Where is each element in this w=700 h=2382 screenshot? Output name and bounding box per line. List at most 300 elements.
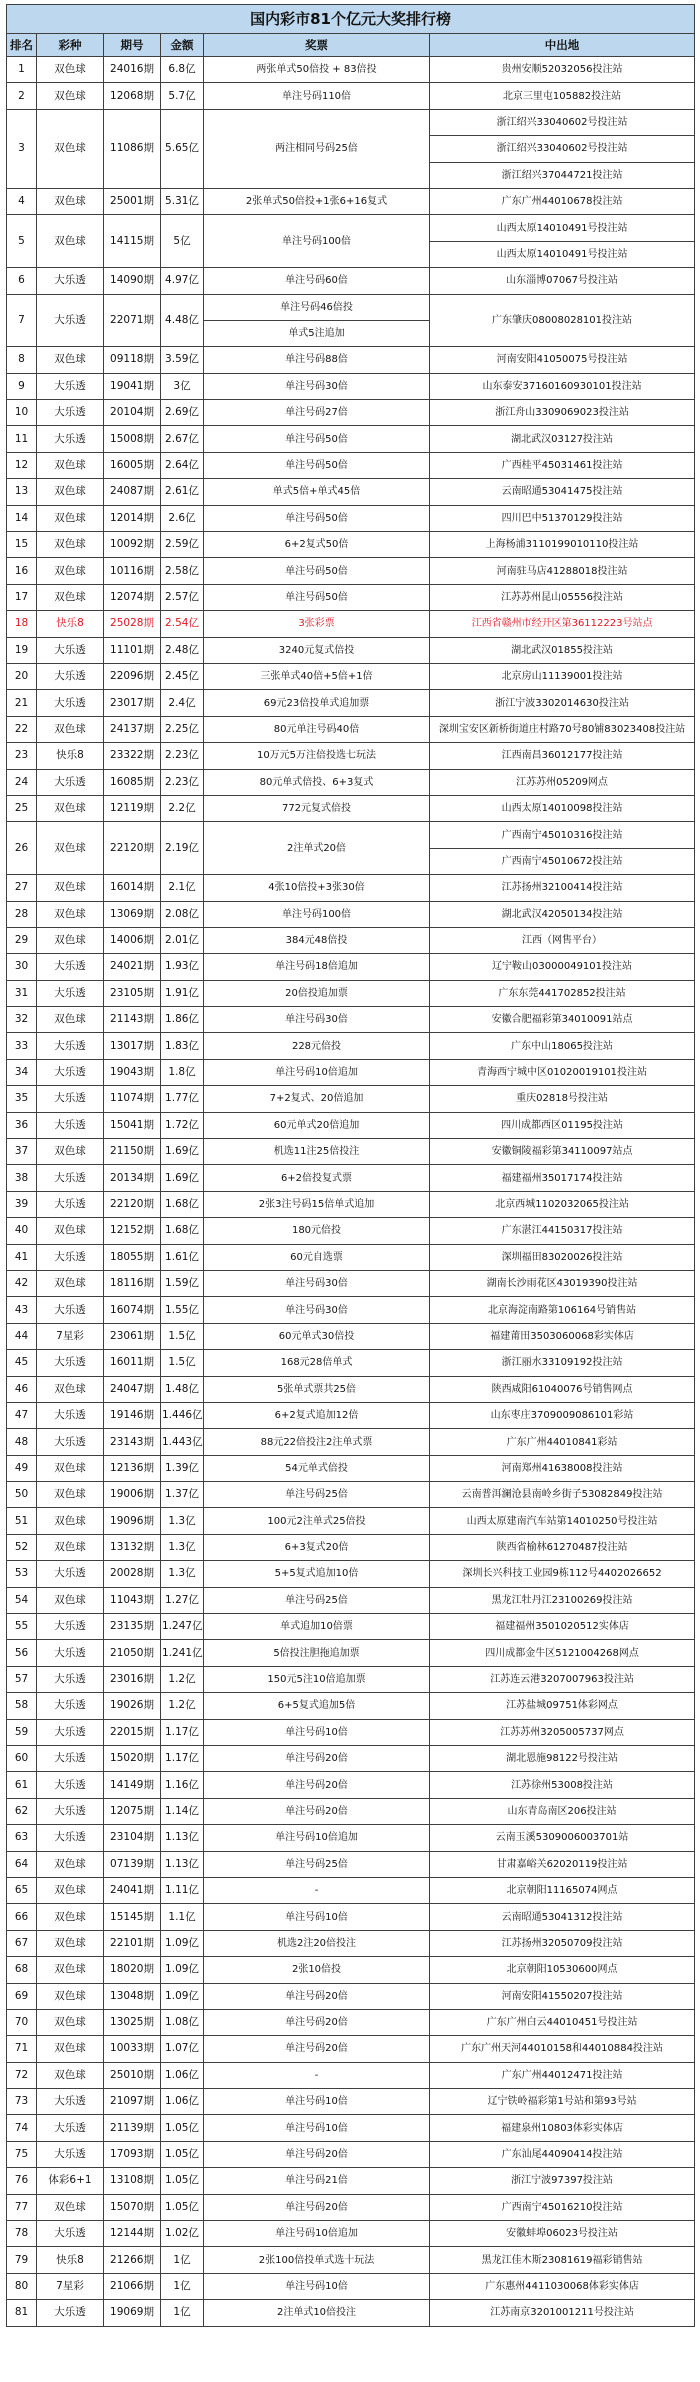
table-row — [7, 294, 695, 320]
issue-cell: 16014期 — [104, 875, 161, 901]
rank-cell: 42 — [7, 1270, 37, 1296]
rank-cell: 13 — [7, 479, 37, 505]
game-cell: 双色球 — [37, 1877, 104, 1903]
issue-cell: 13108期 — [104, 2168, 161, 2194]
table-row — [7, 716, 695, 742]
location-cell: 福建福州35017174投注站 — [430, 1165, 695, 1191]
table-row — [7, 690, 695, 716]
location-cell: 江苏扬州32100414投注站 — [430, 875, 695, 901]
amount-cell: 1.5亿 — [161, 1323, 204, 1349]
game-cell: 双色球 — [37, 927, 104, 953]
amount-cell: 1.83亿 — [161, 1033, 204, 1059]
rank-cell: 23 — [7, 743, 37, 769]
ticket-cell: 80元单注号码40倍 — [204, 716, 430, 742]
table-row — [7, 83, 695, 109]
table-row — [7, 954, 695, 980]
issue-cell: 23143期 — [104, 1429, 161, 1455]
issue-cell: 12075期 — [104, 1798, 161, 1824]
ticket-cell: 单注号码20倍 — [204, 2036, 430, 2062]
ticket-cell: 单注号码88倍 — [204, 347, 430, 373]
ranking-table — [6, 4, 695, 2327]
ticket-cell: 384元48倍投 — [204, 927, 430, 953]
location-cell: 浙江宁波3302014630投注站 — [430, 690, 695, 716]
amount-cell: 1.05亿 — [161, 2141, 204, 2167]
table-row — [7, 1297, 695, 1323]
issue-cell: 25028期 — [104, 611, 161, 637]
location-cell: 江苏苏州昆山05556投注站 — [430, 584, 695, 610]
game-cell: 7星彩 — [37, 2273, 104, 2299]
ticket-cell: 4张10倍投+3张30倍 — [204, 875, 430, 901]
issue-cell: 14149期 — [104, 1772, 161, 1798]
amount-cell: 2.25亿 — [161, 716, 204, 742]
location-cell: 北京海淀南路第106164号销售站 — [430, 1297, 695, 1323]
rank-cell: 68 — [7, 1957, 37, 1983]
rank-cell: 38 — [7, 1165, 37, 1191]
amount-cell: 5亿 — [161, 215, 204, 268]
table-row — [7, 452, 695, 478]
location-cell: 广东广州44010841彩站 — [430, 1429, 695, 1455]
rank-cell: 63 — [7, 1825, 37, 1851]
ticket-cell: 2注单式10倍投注 — [204, 2300, 430, 2326]
issue-cell: 21150期 — [104, 1139, 161, 1165]
rank-cell: 65 — [7, 1877, 37, 1903]
location-cell: 深圳宝安区新桥街道庄村路70号80铺83023408投注站 — [430, 716, 695, 742]
rank-cell: 35 — [7, 1086, 37, 1112]
rank-cell: 34 — [7, 1059, 37, 1085]
ticket-cell: 单式追加10倍票 — [204, 1614, 430, 1640]
rank-cell: 41 — [7, 1244, 37, 1270]
location-cell: 河南安阳41050075号投注站 — [430, 347, 695, 373]
table-row — [7, 1798, 695, 1824]
rank-cell: 5 — [7, 215, 37, 268]
location-cell: 山东枣庄3709009086101彩站 — [430, 1402, 695, 1428]
ticket-cell: 单注号码21倍 — [204, 2168, 430, 2194]
rank-cell: 59 — [7, 1719, 37, 1745]
ticket-cell: 5倍投注胆拖追加票 — [204, 1640, 430, 1666]
location-cell: 北京三里屯105882投注站 — [430, 83, 695, 109]
table-row — [7, 2062, 695, 2088]
rank-cell: 39 — [7, 1191, 37, 1217]
issue-cell: 14090期 — [104, 268, 161, 294]
ticket-cell: 60元单式30倍投 — [204, 1323, 430, 1349]
location-cell: 北京朝阳10530600网点 — [430, 1957, 695, 1983]
rank-cell: 40 — [7, 1218, 37, 1244]
ticket-cell: 6+5复式追加5倍 — [204, 1693, 430, 1719]
rank-cell: 69 — [7, 1983, 37, 2009]
issue-cell: 12074期 — [104, 584, 161, 610]
game-cell: 大乐透 — [37, 637, 104, 663]
issue-cell: 12152期 — [104, 1218, 161, 1244]
table-row — [7, 1719, 695, 1745]
rank-cell: 25 — [7, 795, 37, 821]
amount-cell: 2.01亿 — [161, 927, 204, 953]
location-cell: 浙江绍兴33040602号投注站 — [430, 136, 695, 162]
rank-cell: 51 — [7, 1508, 37, 1534]
location-cell: 甘肃嘉峪关62020119投注站 — [430, 1851, 695, 1877]
location-cell: 江苏徐州53008投注站 — [430, 1772, 695, 1798]
ticket-cell: 单注号码10倍 — [204, 2115, 430, 2141]
table-row — [7, 611, 695, 637]
table-row — [7, 1640, 695, 1666]
game-cell: 大乐透 — [37, 1825, 104, 1851]
amount-cell: 1.8亿 — [161, 1059, 204, 1085]
issue-cell: 13017期 — [104, 1033, 161, 1059]
table-row — [7, 901, 695, 927]
table-row — [7, 505, 695, 531]
location-cell: 四川成都金牛区5121004268网点 — [430, 1640, 695, 1666]
table-row — [7, 400, 695, 426]
amount-cell: 1.247亿 — [161, 1614, 204, 1640]
location-cell: 山西太原14010098投注站 — [430, 795, 695, 821]
issue-cell: 15145期 — [104, 1904, 161, 1930]
game-cell: 双色球 — [37, 1904, 104, 1930]
location-cell: 黑龙江佳木斯23081619福彩销售站 — [430, 2247, 695, 2273]
ticket-cell: 单注号码20倍 — [204, 2141, 430, 2167]
rank-cell: 70 — [7, 2009, 37, 2035]
ticket-cell: 单注号码100倍 — [204, 901, 430, 927]
ticket-cell: 单注号码20倍 — [204, 1746, 430, 1772]
ticket-cell: 168元28倍单式 — [204, 1350, 430, 1376]
amount-cell: 2.4亿 — [161, 690, 204, 716]
location-cell: 山东淄博07067号投注站 — [430, 268, 695, 294]
amount-cell: 1.05亿 — [161, 2115, 204, 2141]
game-cell: 大乐透 — [37, 1693, 104, 1719]
location-cell: 辽宁鞍山03000049101投注站 — [430, 954, 695, 980]
ticket-cell: 单注号码50倍 — [204, 505, 430, 531]
location-cell: 山西太原建南汽车站第14010250号投注站 — [430, 1508, 695, 1534]
location-cell: 陕西省榆林61270487投注站 — [430, 1534, 695, 1560]
rank-cell: 14 — [7, 505, 37, 531]
table-row — [7, 743, 695, 769]
rank-cell: 8 — [7, 347, 37, 373]
amount-cell: 4.97亿 — [161, 268, 204, 294]
location-cell: 浙江宁波97397投注站 — [430, 2168, 695, 2194]
ticket-cell: 5+5复式追加10倍 — [204, 1561, 430, 1587]
location-cell: 河南安阳41550207投注站 — [430, 1983, 695, 2009]
location-cell: 江苏苏州05209网点 — [430, 769, 695, 795]
location-cell: 湖北武汉42050134投注站 — [430, 901, 695, 927]
game-cell: 双色球 — [37, 1139, 104, 1165]
game-cell: 大乐透 — [37, 1191, 104, 1217]
ticket-cell: 6+2复式50倍 — [204, 532, 430, 558]
amount-cell: 2.23亿 — [161, 743, 204, 769]
rank-cell: 45 — [7, 1350, 37, 1376]
issue-cell: 23135期 — [104, 1614, 161, 1640]
amount-cell: 2.1亿 — [161, 875, 204, 901]
location-cell: 湖北武汉03127投注站 — [430, 426, 695, 452]
location-cell: 广东广州白云44010451号投注站 — [430, 2009, 695, 2035]
rank-cell: 67 — [7, 1930, 37, 1956]
game-cell: 大乐透 — [37, 1033, 104, 1059]
issue-cell: 13048期 — [104, 1983, 161, 2009]
issue-cell: 14006期 — [104, 927, 161, 953]
issue-cell: 23061期 — [104, 1323, 161, 1349]
issue-cell: 11074期 — [104, 1086, 161, 1112]
game-cell: 大乐透 — [37, 663, 104, 689]
ticket-cell: 两注相同号码25倍 — [204, 109, 430, 188]
amount-cell: 1.16亿 — [161, 1772, 204, 1798]
amount-cell: 3亿 — [161, 373, 204, 399]
ticket-cell: 单注号码10倍追加 — [204, 2221, 430, 2247]
amount-cell: 3.59亿 — [161, 347, 204, 373]
ticket-cell: 单注号码20倍 — [204, 2194, 430, 2220]
issue-cell: 16085期 — [104, 769, 161, 795]
issue-cell: 15070期 — [104, 2194, 161, 2220]
game-cell: 大乐透 — [37, 1798, 104, 1824]
rank-cell: 30 — [7, 954, 37, 980]
issue-cell: 24021期 — [104, 954, 161, 980]
amount-cell: 2.64亿 — [161, 452, 204, 478]
location-cell: 江西（网售平台） — [430, 927, 695, 953]
table-row — [7, 1746, 695, 1772]
ticket-cell: 单注号码50倍 — [204, 426, 430, 452]
issue-cell: 19026期 — [104, 1693, 161, 1719]
ticket-cell: 三张单式40倍+5倍+1倍 — [204, 663, 430, 689]
ticket-cell: 88元22倍投注2注单式票 — [204, 1429, 430, 1455]
ticket-cell: 机选2注20倍投注 — [204, 1930, 430, 1956]
rank-cell: 75 — [7, 2141, 37, 2167]
amount-cell: 1亿 — [161, 2273, 204, 2299]
issue-cell: 23322期 — [104, 743, 161, 769]
table-row — [7, 1508, 695, 1534]
header-rank: 排名 — [7, 34, 37, 57]
location-cell: 江苏盐城09751体彩网点 — [430, 1693, 695, 1719]
ticket-cell: 单注号码20倍 — [204, 1798, 430, 1824]
game-cell: 双色球 — [37, 83, 104, 109]
ticket-cell: 60元自选票 — [204, 1244, 430, 1270]
rank-cell: 27 — [7, 875, 37, 901]
table-row — [7, 1059, 695, 1085]
ticket-cell: 80元单式倍投、6+3复式 — [204, 769, 430, 795]
issue-cell: 20104期 — [104, 400, 161, 426]
table-body — [7, 57, 695, 2327]
game-cell: 大乐透 — [37, 1244, 104, 1270]
location-cell: 山西太原14010491号投注站 — [430, 241, 695, 267]
amount-cell: 1.17亿 — [161, 1719, 204, 1745]
game-cell: 双色球 — [37, 2062, 104, 2088]
rank-cell: 55 — [7, 1614, 37, 1640]
amount-cell: 1.13亿 — [161, 1851, 204, 1877]
table-row — [7, 1033, 695, 1059]
game-cell: 双色球 — [37, 2036, 104, 2062]
location-cell: 江西省赣州市经开区第36112223号站点 — [430, 611, 695, 637]
game-cell: 双色球 — [37, 57, 104, 83]
location-cell: 广东惠州4411030068体彩实体店 — [430, 2273, 695, 2299]
amount-cell: 1.06亿 — [161, 2062, 204, 2088]
game-cell: 双色球 — [37, 1851, 104, 1877]
location-cell: 广东汕尾44090414投注站 — [430, 2141, 695, 2167]
amount-cell: 1.3亿 — [161, 1561, 204, 1587]
issue-cell: 18116期 — [104, 1270, 161, 1296]
location-cell: 浙江丽水33109192投注站 — [430, 1350, 695, 1376]
location-cell: 江苏南京3201001211号投注站 — [430, 2300, 695, 2326]
game-cell: 大乐透 — [37, 1614, 104, 1640]
rank-cell: 2 — [7, 83, 37, 109]
issue-cell: 15008期 — [104, 426, 161, 452]
ticket-cell: 228元倍投 — [204, 1033, 430, 1059]
amount-cell: 2.61亿 — [161, 479, 204, 505]
table-row — [7, 188, 695, 214]
location-cell: 四川巴中51370129投注站 — [430, 505, 695, 531]
ticket-cell: 单注号码25倍 — [204, 1482, 430, 1508]
ticket-cell: 机选11注25倍投注 — [204, 1139, 430, 1165]
location-cell: 北京房山11139001投注站 — [430, 663, 695, 689]
rank-cell: 33 — [7, 1033, 37, 1059]
table-row — [7, 2036, 695, 2062]
location-cell: 重庆02818号投注站 — [430, 1086, 695, 1112]
table-row — [7, 1614, 695, 1640]
game-cell: 大乐透 — [37, 400, 104, 426]
ticket-cell: 单注号码30倍 — [204, 1007, 430, 1033]
location-cell: 上海杨浦3110199010110投注站 — [430, 532, 695, 558]
amount-cell: 2.57亿 — [161, 584, 204, 610]
amount-cell: 1.05亿 — [161, 2194, 204, 2220]
header-location: 中出地 — [430, 34, 695, 57]
table-row — [7, 1323, 695, 1349]
rank-cell: 6 — [7, 268, 37, 294]
game-cell: 双色球 — [37, 558, 104, 584]
location-cell: 广西南宁45016210投注站 — [430, 2194, 695, 2220]
issue-cell: 24047期 — [104, 1376, 161, 1402]
table-row — [7, 373, 695, 399]
rank-cell: 48 — [7, 1429, 37, 1455]
issue-cell: 23016期 — [104, 1666, 161, 1692]
rank-cell: 71 — [7, 2036, 37, 2062]
issue-cell: 09118期 — [104, 347, 161, 373]
table-row — [7, 1877, 695, 1903]
issue-cell: 11086期 — [104, 109, 161, 188]
table-row — [7, 875, 695, 901]
location-cell: 江苏苏州3205005737网点 — [430, 1719, 695, 1745]
location-cell: 浙江舟山3309069023投注站 — [430, 400, 695, 426]
game-cell: 大乐透 — [37, 980, 104, 1006]
amount-cell: 5.7亿 — [161, 83, 204, 109]
table-row — [7, 479, 695, 505]
issue-cell: 11101期 — [104, 637, 161, 663]
amount-cell: 1.05亿 — [161, 2168, 204, 2194]
issue-cell: 07139期 — [104, 1851, 161, 1877]
location-cell: 江西南昌36012177投注站 — [430, 743, 695, 769]
rank-cell: 78 — [7, 2221, 37, 2247]
rank-cell: 61 — [7, 1772, 37, 1798]
table-row — [7, 2009, 695, 2035]
location-cell: 广东中山18065投注站 — [430, 1033, 695, 1059]
rank-cell: 76 — [7, 2168, 37, 2194]
issue-cell: 21143期 — [104, 1007, 161, 1033]
ticket-cell: 3240元复式倍投 — [204, 637, 430, 663]
rank-cell: 31 — [7, 980, 37, 1006]
game-cell: 快乐8 — [37, 611, 104, 637]
rank-cell: 4 — [7, 188, 37, 214]
amount-cell: 1.86亿 — [161, 1007, 204, 1033]
location-cell: 广西南宁45010316投注站 — [430, 822, 695, 848]
game-cell: 双色球 — [37, 479, 104, 505]
ticket-cell: 20倍投追加票 — [204, 980, 430, 1006]
ticket-cell: 单注号码100倍 — [204, 215, 430, 268]
rank-cell: 24 — [7, 769, 37, 795]
table-row — [7, 1825, 695, 1851]
rank-cell: 19 — [7, 637, 37, 663]
ticket-cell: 54元单式倍投 — [204, 1455, 430, 1481]
location-cell: 安徽蚌埠06023号投注站 — [430, 2221, 695, 2247]
amount-cell: 1.08亿 — [161, 2009, 204, 2035]
rank-cell: 64 — [7, 1851, 37, 1877]
amount-cell: 2.45亿 — [161, 663, 204, 689]
table-row — [7, 57, 695, 83]
rank-cell: 9 — [7, 373, 37, 399]
game-cell: 大乐透 — [37, 1561, 104, 1587]
ranking-board — [6, 4, 694, 2327]
page-title: 国内彩市81个亿元大奖排行榜 — [7, 5, 695, 34]
table-row — [7, 1402, 695, 1428]
table-row — [7, 769, 695, 795]
game-cell: 双色球 — [37, 795, 104, 821]
issue-cell: 18055期 — [104, 1244, 161, 1270]
rank-cell: 20 — [7, 663, 37, 689]
amount-cell: 1.09亿 — [161, 1957, 204, 1983]
rank-cell: 15 — [7, 532, 37, 558]
location-cell: 江苏扬州32050709投注站 — [430, 1930, 695, 1956]
table-row — [7, 1561, 695, 1587]
amount-cell: 1.06亿 — [161, 2089, 204, 2115]
amount-cell: 1亿 — [161, 2247, 204, 2273]
table-row — [7, 1218, 695, 1244]
rank-cell: 47 — [7, 1402, 37, 1428]
game-cell: 大乐透 — [37, 2221, 104, 2247]
game-cell: 双色球 — [37, 716, 104, 742]
table-row — [7, 1244, 695, 1270]
ticket-cell: 单注号码50倍 — [204, 558, 430, 584]
amount-cell: 1.2亿 — [161, 1693, 204, 1719]
location-cell: 广西桂平45031461投注站 — [430, 452, 695, 478]
location-cell: 河南郑州41638008投注站 — [430, 1455, 695, 1481]
game-cell: 体彩6+1 — [37, 2168, 104, 2194]
game-cell: 大乐透 — [37, 268, 104, 294]
ticket-cell: 单注号码30倍 — [204, 373, 430, 399]
game-cell: 双色球 — [37, 505, 104, 531]
location-cell: 河南驻马店41288018投注站 — [430, 558, 695, 584]
issue-cell: 21066期 — [104, 2273, 161, 2299]
location-cell: 广东肇庆08008028101投注站 — [430, 294, 695, 347]
location-cell: 北京西城1102032065投注站 — [430, 1191, 695, 1217]
issue-cell: 16074期 — [104, 1297, 161, 1323]
ticket-cell: 6+2复式追加12倍 — [204, 1402, 430, 1428]
amount-cell: 1.07亿 — [161, 2036, 204, 2062]
amount-cell: 1.1亿 — [161, 1904, 204, 1930]
ticket-cell: - — [204, 1877, 430, 1903]
location-cell: 福建莆田3503060068彩实体店 — [430, 1323, 695, 1349]
game-cell: 双色球 — [37, 901, 104, 927]
table-row — [7, 980, 695, 1006]
rank-cell: 7 — [7, 294, 37, 347]
issue-cell: 22015期 — [104, 1719, 161, 1745]
rank-cell: 28 — [7, 901, 37, 927]
location-cell: 福建泉州10803体彩实体店 — [430, 2115, 695, 2141]
table-row — [7, 637, 695, 663]
game-cell: 大乐透 — [37, 373, 104, 399]
header-issue: 期号 — [104, 34, 161, 57]
ticket-cell: 100元2注单式25倍投 — [204, 1508, 430, 1534]
location-cell: 广东广州天河44010158和44010884投注站 — [430, 2036, 695, 2062]
table-row — [7, 1429, 695, 1455]
issue-cell: 21266期 — [104, 2247, 161, 2273]
amount-cell: 1.09亿 — [161, 1930, 204, 1956]
issue-cell: 10033期 — [104, 2036, 161, 2062]
location-cell: 湖南长沙雨花区43019390投注站 — [430, 1270, 695, 1296]
issue-cell: 12119期 — [104, 795, 161, 821]
amount-cell: 1.3亿 — [161, 1508, 204, 1534]
game-cell: 大乐透 — [37, 1165, 104, 1191]
